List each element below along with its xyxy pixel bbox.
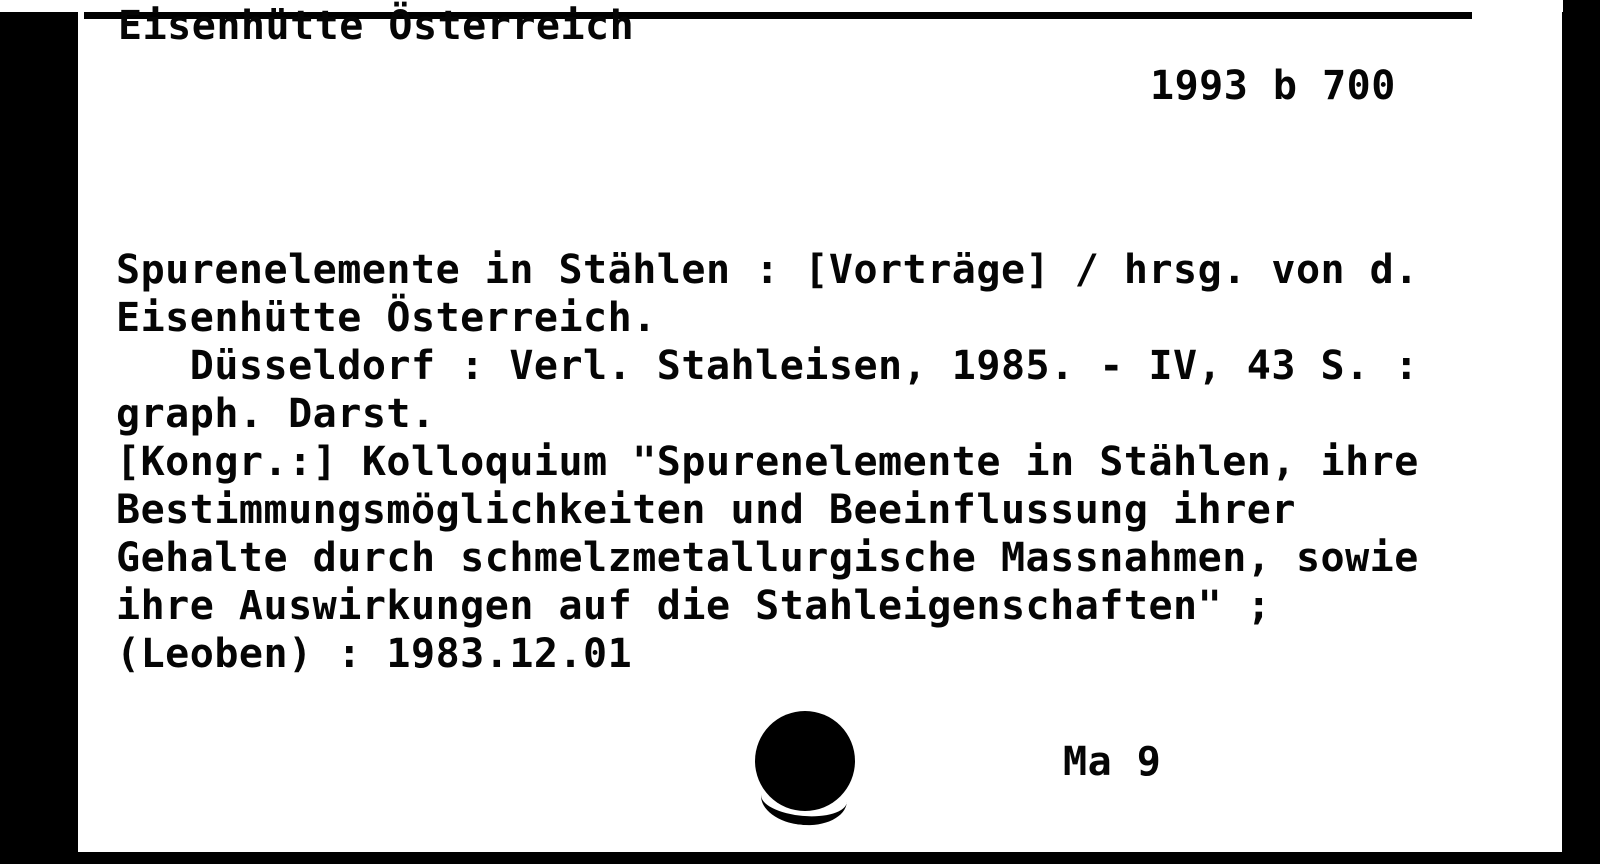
catalog-line: ihre Auswirkungen auf die Stahleigenschaften" ; <box>116 583 1272 629</box>
catalog-line: (Leoben) : 1983.12.01 <box>116 631 633 677</box>
catalog-line: Bestimmungsmöglichkeiten und Beeinflussung ihrer <box>116 487 1296 533</box>
catalog-line: Eisenhütte Österreich. <box>116 295 657 341</box>
card-heading-author: Eisenhütte Österreich <box>118 3 635 49</box>
bibliographic-description <box>116 246 1419 678</box>
catalog-line: Spurenelemente in Stählen : [Vorträge] / hrsg. von d. <box>116 247 1419 293</box>
call-number: 1993 b 700 <box>1150 63 1396 109</box>
shelf-mark: Ma 9 <box>1063 739 1162 785</box>
catalog-line: Düsseldorf : Verl. Stahleisen, 1985. - IV, 43 S. : <box>116 343 1419 389</box>
catalog-line: graph. Darst. <box>116 391 436 437</box>
catalog-line: Gehalte durch schmelzmetallurgische Massnahmen, sowie <box>116 535 1419 581</box>
library-catalog-card <box>78 0 1562 852</box>
catalog-line: [Kongr.:] Kolloquium "Spurenelemente in Stählen, ihre <box>116 439 1419 485</box>
